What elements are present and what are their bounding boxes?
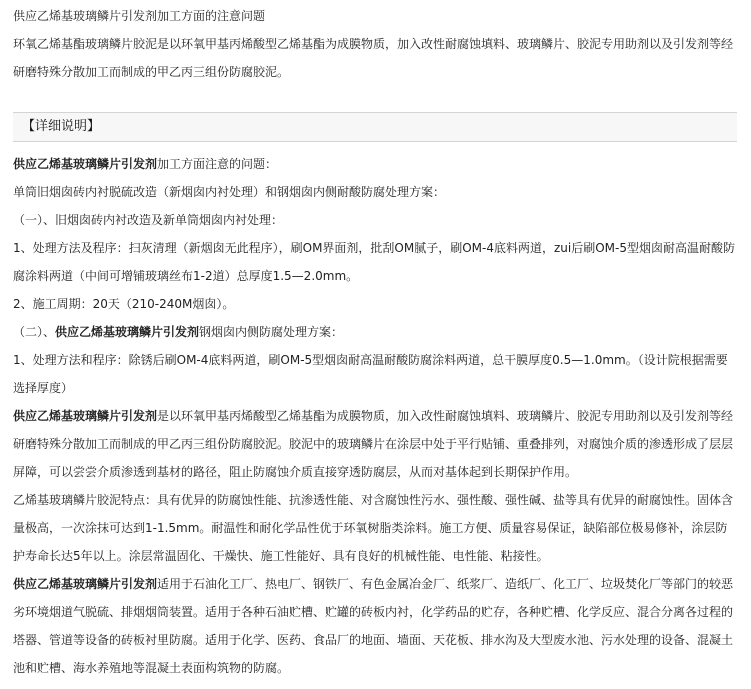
paragraph-text: 钢烟囱内侧防腐处理方案： <box>199 325 344 339</box>
paragraph-text: 适用于石油化工厂、热电厂、钢铁厂、有色金属冶金厂、纸浆厂、造纸厂、化工厂、垃圾焚化厂等部门的较恶劣环境烟道气脱硫、排烟烟筒装置。适用于各种石油贮槽、贮罐的砖板内衬，化学药品的贮存，各种贮槽、化学反应、混合分离各过程的塔器、管道等设备的砖板衬里防腐。适用于化学、医药、食品厂的地面、墙面、天花板、排水沟及大型废水池、污水处理的设备、混凝土池和贮槽、海水养殖地等混凝土表面构筑物的防腐。 <box>13 577 734 675</box>
product-name: 供应乙烯基玻璃鳞片引发剂 <box>13 157 158 171</box>
paragraph-1 <box>13 150 737 178</box>
paragraph-2: 单筒旧烟囱砖内衬脱硫改造（新烟囱内衬处理）和钢烟囱内侧耐酸防腐处理方案： <box>13 185 446 199</box>
paragraph-8 <box>13 402 737 486</box>
paragraph-6 <box>13 318 737 346</box>
product-name: 供应乙烯基玻璃鳞片引发剂 <box>13 409 158 423</box>
details-body <box>13 150 737 682</box>
intro-paragraph: 环氧乙烯基酯玻璃鳞片胶泥是以环氧甲基丙烯酸型乙烯基酯为成膜物质，加入改性耐腐蚀填料、玻璃鳞片、胶泥专用助剂以及引发剂等经研磨特殊分散加工而制成的甲乙丙三组份防腐胶泥。 <box>13 37 734 79</box>
paragraph-5: 2、施工周期：20天（210-240M烟囱）。 <box>13 297 235 311</box>
paragraph-4: 1、处理方法及程序：扫灰清理（新烟囱无此程序），刷OM界面剂，批刮OM腻子，刷OM-4底料两道，zui后刷OM-5型烟囱耐高温耐酸防腐涂料两道（中间可增铺玻璃丝布1-2道）总厚度1.5—2.0mm。 <box>13 241 736 283</box>
product-name: 供应乙烯基玻璃鳞片引发剂 <box>55 325 200 339</box>
paragraph-text: 加工方面注意的问题： <box>157 157 278 171</box>
article-title: 供应乙烯基玻璃鳞片引发剂加工方面的注意问题 <box>13 9 266 23</box>
section-header-details: 【详细说明】 <box>13 112 737 142</box>
paragraph-10 <box>13 570 737 682</box>
product-name: 供应乙烯基玻璃鳞片引发剂 <box>13 577 158 591</box>
paragraph-3: （一）、旧烟囱砖内衬改造及新单筒烟囱内衬处理： <box>13 213 284 227</box>
article <box>0 6 751 689</box>
paragraph-7: 1、处理方法和程序：除锈后刷OM-4底料两道，刷OM-5型烟囱耐高温耐酸防腐涂料两道，总干膜厚度0.5—1.0mm。（设计院根据需要选择厚度） <box>13 353 728 395</box>
paragraph-9: 乙烯基玻璃鳞片胶泥特点：具有优异的防腐蚀性能、抗渗透性能、对含腐蚀性污水、强性酸、强性碱、盐等具有优异的耐腐蚀性。固体含量极高，一次涂抹可达到1-1.5mm。耐温性和耐化学品性优于环氧树脂类涂料。施工方便、质量容易保证，缺陷部位极易修补，涂层防护寿命长达5年以上。涂层常温固化、干燥快、施工性能好、具有良好的机械性能、电性能、粘接性。 <box>13 493 734 563</box>
paragraph-text: 是以环氧甲基丙烯酸型乙烯基酯为成膜物质，加入改性耐腐蚀填料、玻璃鳞片、胶泥专用助剂以及引发剂等经研磨特殊分散加工而制成的甲乙丙三组份防腐胶泥。胶泥中的玻璃鳞片在涂层中处于平行贴铺、重叠排列，对腐蚀介质的渗透形成了层层屏障，可以尝尝介质渗透到基材的路径，阻止防腐蚀介质直接穿透防腐层，从而对基体起到长期保护作用。 <box>13 409 734 479</box>
paragraph-text: （二）、 <box>13 325 56 339</box>
